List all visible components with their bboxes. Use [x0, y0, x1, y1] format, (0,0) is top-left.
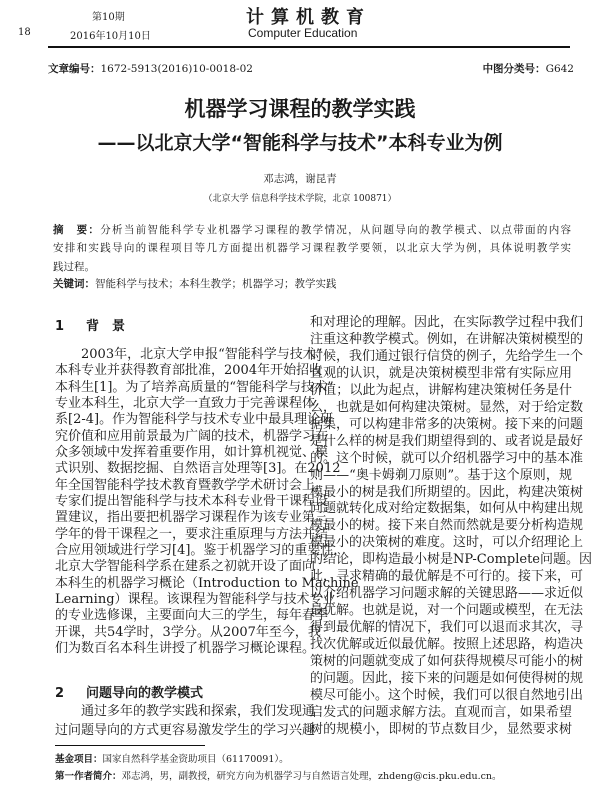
text-line: 则——“奥卡姆剃刀原则”。基于这个原则，规 [310, 467, 572, 483]
text-line: 注重这种教学模式。例如，在讲解决策树模型的 [310, 331, 584, 347]
text-line: 模最小的树是我们所期望的。因此，构建决策树 [310, 484, 584, 500]
fund-label: 基金项目： [55, 754, 103, 765]
text-line: 模尽可能小。这个时候，我们可以很自然地引出 [310, 687, 584, 703]
text-line: 专业本科生，北京大学一直致力于完善课程体 [55, 395, 316, 411]
footnote-author [55, 768, 502, 782]
issue-number: 第10期 [92, 12, 125, 23]
text-line: 年全国智能科学技术教育暨教学学术研讨会上， [55, 477, 329, 493]
text-line: 么，也就是如何构建决策树。显然，对于给定数 [310, 399, 584, 415]
issue-date: 2016年10月10日 [70, 31, 151, 42]
text-line: 合应用领域进行学习[4]。鉴于机器学习的重要性， [55, 542, 347, 558]
page-number: 18 [18, 27, 31, 38]
clc-value: G642 [545, 63, 574, 75]
text-line: 通过多年的教学实践和探索，我们发现通 [81, 704, 316, 719]
text-line: 和对理论的理解。因此，在实际教学过程中我们 [310, 315, 584, 330]
text-line: 究价值和应用前景最为广阔的技术，机器学习在 [55, 428, 329, 444]
journal-title-cn: 计算机教育 [246, 7, 371, 28]
text-line: 系[2-4]。作为智能科学与技术专业中最具理论研 [55, 412, 334, 428]
text-line: 们为数百名本科生讲授了机器学习概论课程。 [55, 640, 316, 656]
clc-label: 中图分类号： [482, 63, 546, 75]
section-heading-2 [55, 682, 203, 701]
footnote-rule [55, 745, 205, 746]
text-line: 找次优解或近似最优解。按照上述思路，构造决 [310, 637, 584, 653]
abstract-line: 安排和实践导向的课程项目等几方面提出机器学习课程教学要领，以北京大学为例，具体说明教学实 [53, 242, 571, 254]
text-line: 的。这个时候，就可以介绍机器学习中的基本准 [310, 450, 584, 466]
text-line: 据集，可以构建非常多的决策树。接下来的问题 [310, 416, 584, 432]
affiliation: （北京大学 信息科学技术学院，北京 100871） [203, 194, 397, 204]
text-line: 启发式的问题求解方法。直观而言，如果希望 [310, 704, 572, 720]
author-bio-label: 第一作者简介： [55, 771, 122, 782]
article-number-label: 文章编号： [48, 63, 101, 75]
text-line: 本科生的机器学习概论（Introduction to Machine [55, 575, 359, 591]
text-line: 的问题。因此，接下来的问题是如何使得树的规 [310, 670, 584, 686]
section-heading-1 [55, 315, 125, 334]
section-title: 问题导向的教学模式 [86, 686, 204, 701]
text-line: 学年的骨干课程之一，要求注重原理与方法并结 [55, 526, 329, 542]
keywords-text: 智能科学与技术；本科生教学；机器学习；教学实践 [95, 278, 337, 290]
text-line: 的专业选修课，主要面向大三的学生，每年春季 [55, 608, 329, 624]
author-bio-text: 邓志鸿，男，副教授，研究方向为机器学习与自然语言处理，zhdeng@cis.pku.edu.cn。 [121, 771, 502, 782]
text-line: 式识别、数据挖掘、自然语言处理等[3]。在2012 [55, 461, 341, 477]
text-line: 专家们提出智能科学与技术本科专业骨干课程设 [55, 493, 329, 509]
text-line: 此，寻求精确的最优解是不可行的。接下来，可 [310, 569, 584, 585]
text-line: 开课，共54学时，3学分。从2007年至今，我 [55, 624, 321, 640]
text-line: 树的规模小，即树的节点数目少，显然要求树 [310, 721, 572, 737]
text-line: 北京大学智能科学系在建系之初就开设了面向 [55, 559, 316, 575]
section-number: 1 [55, 319, 65, 334]
article-number-value: 1672-5913(2016)10-0018-02 [100, 63, 253, 75]
keywords [53, 277, 571, 291]
footnote-fund [55, 751, 289, 765]
text-line: 本科专业并获得教育部批准，2004年开始招收 [55, 363, 323, 379]
text-line: 过问题导向的方式更容易激发学生的学习兴趣 [55, 723, 316, 738]
article-number [48, 61, 253, 76]
section-number: 2 [55, 686, 65, 701]
text-line: 的结论，即构造最小树是NP-Complete问题。因 [310, 552, 592, 568]
text-line: 策树的问题就变成了如何获得规模尽可能小的树 [310, 654, 584, 669]
paper-title: 机器学习课程的教学实践 [184, 97, 416, 121]
abstract-label: 摘 要： [53, 224, 101, 236]
authors: 邓志鸿，谢昆青 [263, 173, 337, 185]
clc-number [483, 61, 574, 76]
text-line: 得到最优解的情况下，我们可以退而求其次，寻 [310, 620, 584, 636]
text-line: 模最小的树。接下来自然而然就是要分析构造规 [310, 518, 584, 534]
section-title: 背 景 [86, 319, 126, 334]
text-line: 置建议，指出要把机器学习课程作为该专业第三 [55, 510, 329, 526]
text-line: 时候，我们通过银行信贷的例子，先给学生一个 [310, 348, 584, 364]
journal-title-en: Computer Education [248, 26, 358, 40]
text-line: 最优解。也就是说，对一个问题或模型，在无法 [310, 603, 584, 619]
text-line: 价值；以此为起点，讲解构建决策树任务是什 [310, 382, 572, 398]
text-line: 直观的认识，就是决策树模型非常有实际应用 [310, 365, 572, 381]
text-line: 2003年，北京大学申报“智能科学与技术” [81, 347, 323, 362]
abstract-text: 分析当前智能科学专业机器学习课程的教学情况，从问题导向的教学模式、以点带面的内容 [100, 224, 572, 236]
text-line: 众多领域中发挥着重要作用，如计算机视觉、模 [55, 444, 329, 460]
text-line: 以介绍机器学习问题求解的关键思路——求近似 [310, 586, 584, 602]
fund-text: 国家自然科学基金资助项目（61170091）。 [102, 754, 289, 765]
text-line: 是什么样的树是我们期望得到的、或者说是最好 [310, 433, 584, 449]
keywords-label: 关键词： [53, 278, 95, 290]
text-line: 本科生[1]。为了培养高质量的“智能科学与技术” [55, 379, 334, 395]
text-line: 问题就转化成对给定数据集，如何从中构建出规 [310, 501, 584, 517]
abstract-line [53, 223, 571, 237]
abstract-line: 践过程。 [53, 261, 95, 273]
text-line: 模最小的决策树的难度。这时，可以介绍理论上 [310, 535, 584, 551]
paper-subtitle: ——以北京大学“智能科学与技术”本科专业为例 [97, 132, 503, 154]
text-line: Learning）课程。该课程为智能科学与技术专业 [55, 591, 336, 607]
header-rule [48, 46, 570, 48]
